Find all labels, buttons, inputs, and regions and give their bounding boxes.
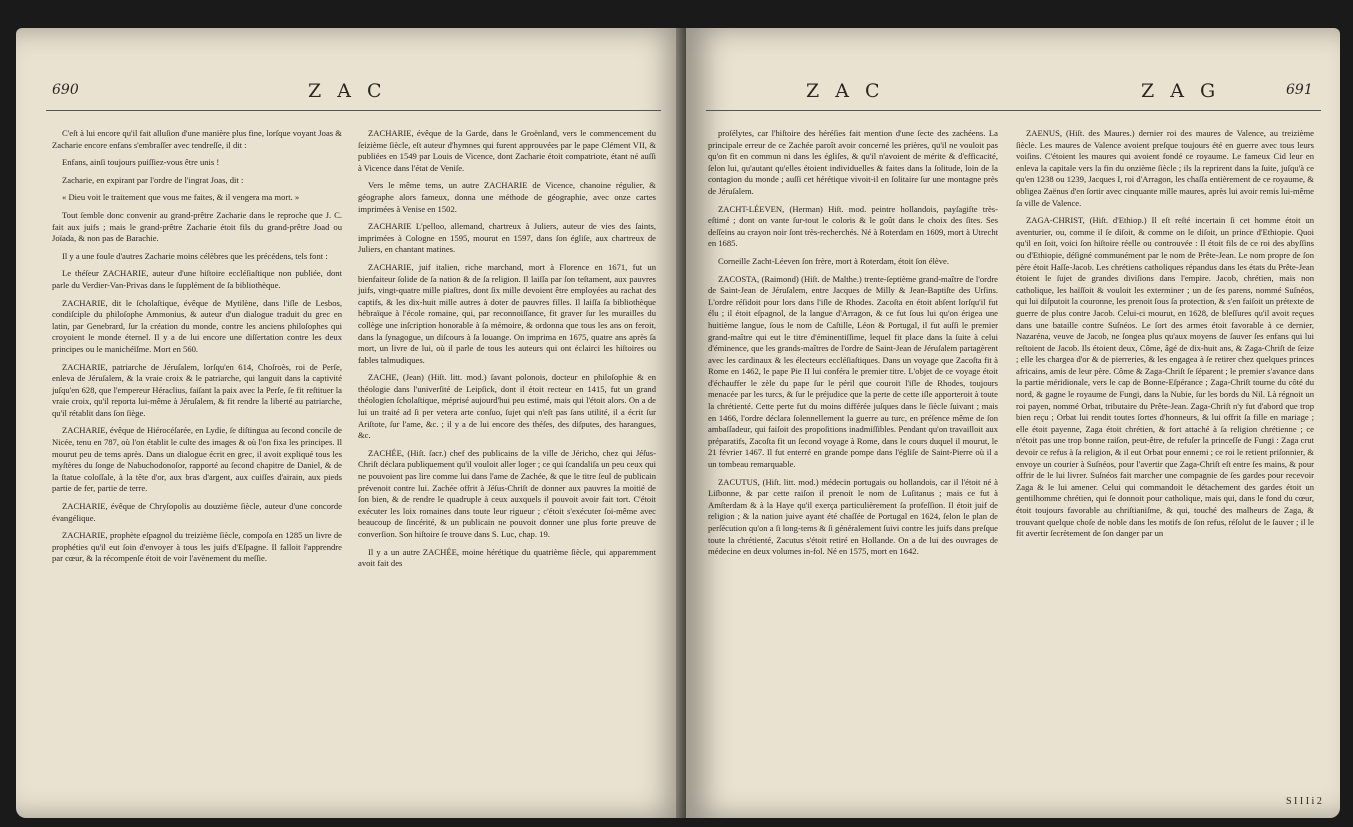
paragraph: ZACHARIE, prophète eſpagnol du treizième ſiècle, compoſa en 1285 un livre de prophéties qu'il eut ſoin d'envoyer à tous les juifs d'Eſpagne. Il falloit l'apprendre par cœur, & la récompenſe étoit de voir l'avènement du meſſie.	[52, 530, 342, 564]
paragraph: Il y a un autre ZACHÉE, moine hérétique du quatrième ſiècle, qui apparemment avoit fait des	[358, 546, 656, 569]
paragraph: proſélytes, car l'hiſtoire des héréſies fait mention d'une ſecte des zachéens. La principale erreur de ce Zachée paroît avoir concerné les prières, qu'il ne vouloit pas qu'on fit en commun ni dans les égliſes, & qu'il n'avoient de mérite & d'efficacité, ſelon lui, qu'autant qu'elles étoient individuelles & faites dans la ſolitude, loin de la contagion du monde ; auſſi cet hérétique vivoit-il en ſolitaire ſur une montagne près de Jéruſalem.	[708, 128, 998, 196]
left-column-2	[358, 128, 656, 576]
paragraph: « Dieu voit le traitement que vous me faites, & il vengera ma mort. »	[62, 192, 300, 203]
running-header: Z A C	[806, 80, 885, 102]
left-page	[16, 28, 686, 818]
paragraph: ZACUTUS, (Hiſt. litt. mod.) médecin portugais ou hollandois, car il l'étoit né à Liſbonne, & par cette raiſon il prenoit le nom de Luſitanus ; mais ce fut à Amſterdam & à la Haye qu'il exerça particulièrement ſa profeſſion. Il étoit juif de religion ; & la nation juive ayant été chaſſée de Portugal en 1624, ſelon le plan de perſécution qu'on a ſi long-tems & ſi généralement ſuivi contre les juifs dans preſque toute la chrétienté, Zacutus s'étoit retiré en Hollande. On a de lui des ouvrages de médecine en deux volumes in-fol. Né en 1575, mort en 1642.	[708, 476, 998, 557]
paragraph: ZACHARIE, évêque de Chryſopolis au douzième ſiècle, auteur d'une concorde évangélique.	[52, 501, 342, 523]
paragraph: ZACOSTA, (Raimond) (Hiſt. de Malthe.) trente-ſeptième grand-maître de l'ordre de Saint-Jean de Jéruſalem, entre Jacques de Milly & Jean-Baptiſte des Urſins. L'ordre réſidoit pour lors dans l'iſle de Rhodes. Zacoſta en étoit abſent lorſqu'il fut élu ; il étoit eſpagnol, de la langue d'Arragon, & ce fut ſous lui qu'on érigea une huitième langue, ſous le nom de Caſtille, Léon & Portugal, il fut auſſi le premier grand-maître qui eut le titre d'éminentiſſime, lequel fit place dans la ſuite à celui d'éminence, que les grands-maîtres de l'ordre de Saint-Jean de Jéruſalem partagèrent avec les cardinaux & les électeurs eccléſiaſtiques. Dans un voyage que Zacoſta fit à Rome en 1462, le pape Pie II lui conféra le premier titre. L'objet de ce voyage étoit d'échauffer le zèle du pape ſur le péril que couroit l'iſle de Rhodes, toujours menacée par les turcs, & ſur le préjudice que la perte de cette iſle apporteroit à toute la chrétienté. Cette perte fut du moins différée juſques dans le ſiècle ſuivant ; mais en 1466, l'ordre déclara ſolennellement la guerre au turc, en préſence même de ſon ambaſſadeur, qui faiſoit des propoſitions inadmiſſibles. Pendant qu'on travailloit aux préparatifs, Zacoſta fit un ſecond voyage à Rome, dans le cours duquel il mourut, le 21 février 1467. Il fut enterré en grande pompe dans l'égliſe de Saint-Pierre où il a un tombeau remarquable.	[708, 273, 998, 470]
running-header: Z A C	[308, 80, 387, 102]
paragraph: Tout ſemble donc convenir au grand-prêtre Zacharie dans le reproche que J. C. fait aux juifs ; mais le grand-prêtre Zacharie étoit fils du grand-prêtre Joad ou Joïada, & non pas de Barachie.	[52, 209, 342, 244]
paragraph: ZAENUS, (Hiſt. des Maures.) dernier roi des maures de Valence, au treizième ſiècle. Les maures de Valence avoient preſque toujours été en guerre avec tous leurs voiſins. C'étoient les maures qui avoient fondé ce royaume. Le fameux Cid leur en enleva la capitale vers la fin du onzième ſiècle ; ils la reprirent dans la ſuite, juſqu'à ce qu'en 1238 ou 1239, Jacques I, roi d'Arragon, les chaſſa entièrement de ce royaume, & obligea Zaënus d'en ſortir avec cinquante mille maures, après lui avoir remis lui-même ſa ville de Valence.	[1016, 128, 1314, 208]
paragraph: Enfans, ainſi toujours puiſſiez-vous être unis !	[62, 157, 220, 168]
paragraph: Zacharie, en expirant par l'ordre de l'ingrat Joas, dit :	[62, 174, 244, 185]
header-rule	[706, 110, 1321, 111]
paragraph: Vers le même tems, un autre ZACHARIE de Vicence, chanoine régulier, & géographe alors fameux, donna une méthode de géographie, avec onze cartes imprimées à Venise en 1502.	[358, 180, 656, 214]
left-column-1	[52, 128, 342, 571]
signature-mark: S I I I i 2	[1286, 796, 1322, 807]
paragraph: ZACHARIE, patriarche de Jéruſalem, lorſqu'en 614, Choſroès, roi de Perſe, enleva de Jéruſalem, & la vraie croix & le patriarche, qui languit dans la captivité juſqu'en 628, que l'empereur Héraclius, faiſant la paix avec la Perſe, ſe fit reſtituer la vraie croix, qu'il reporta lui-même à Jéruſalem, & fit rendre la liberté au patriarche, qu'il rétablit dans ſon ſiège.	[52, 361, 342, 418]
paragraph: C'eſt à lui encore qu'il fait alluſion d'une manière plus fine, lorſque voyant Joas & Zacharie encore enfans s'embraſſer avec tendreſſe, il dit :	[52, 128, 342, 150]
right-page	[686, 28, 1340, 818]
paragraph: ZAGA-CHRIST, (Hiſt. d'Ethiop.) Il eſt reſté incertain ſi cet homme étoit un aventurier, ou, comme il ſe diſoit, & comme on le diſoit, un prince d'Ethiopie. Quoi qu'il en ſoit, voici ſon hiſtoire réelle ou controuvée : Il étoit fils de ce roi des abyſſins ou d'Ethiopie, déſigné communément par le nom de Prête-Jean. Le nom propre de ſon père étoit Haſſe-Jacob. Les chrétiens catholiques répandus dans les états du Prête-Jean étoient le ſujet de grandes diviſions dans l'empire. Jacob, chrétien, mais non catholique, les haïſſoit & vouloit les exterminer ; un de ſes parens, nommé Suſnéos, qui lui diſputoit la couronne, les prenoit ſous ſa protection, & s'en faiſoit un prétexte de guerre de plus contre Jacob. Celui-ci mourut, en 1628, de bleſſures qu'il avoit reçues dans une bataille contre Suſnéos. Le ſort des armes étoit favorable à ce dernier, Nazaréna, veuve de Jacob, ne ſongea plus qu'aux moyens de ſauver ſes enfans qui lui reſtoient de Jacob. Ils étoient deux, Côme, âgé de dix-huit ans, & Zaga-Chriſt de ſeize ; elle les chargea d'or & de pierreries, & les engagea à ſe retirer chez quelques princes africains, amis de leur père. Côme & Zaga-Chriſt ſe ſéparent ; le premier s'avance dans la partie méridionale, vers le cap de Bonne-Eſpérance ; Zaga-Chriſt tourne du côté du nord, & gagne le royaume de Fungi, dans la Nubie, ſur les bords du Nil. Là régnoit un roi payen, nommé Orbat, tributaire du Prête-Jean. Zaga-Chriſt n'y fut d'abord que trop bien reçu ; Orbat lui rendit toutes ſortes d'honneurs, & lui offrit ſa fille en mariage ; elle étoit payenne, Zaga étoit chrétien, & fort attaché à ſa religion chrétienne ; ce n'étoit pas une trop bonne raiſon, peut-être, de refuſer la princeſſe de Fungi : Zaga crut devoir ce refus à ſa religion, & il eut Orbat pour ennemi ; ce roi le retient priſonnier, & envoye un courier à Suſnéos, pour l'avertir que Zaga-Chriſt eſt entre ſes mains, & pour offrir de le lui livrer. Suſnéos fait marcher une compagnie de ſes gardes pour recevoir Zaga & le lui amener. Celui qui commandoit le détachement des gardes étoit un gentilhomme chrétien, qui ſe donnoit pour catholique, mais qui, dans le fond du cœur, étoit toujours favorable au chriſtianiſme, & qui, touché des malheurs de Zaga, & trouvant quelque choſe de noble dans les motifs de ſon refus, réſolut de le ſauver ; il le fit avertir ſecrètement de ſon danger par un	[1016, 215, 1314, 539]
right-column-2	[1016, 128, 1314, 546]
paragraph: ZACHARIE, évêque de la Garde, dans le Groënland, vers le commencement du ſeizième ſiècle, eſt auteur d'hymnes qui furent approuvées par le pape Clément VII, & publiées en 1549 par Louis de Vicence, dont Zacharie étoit compatriote, étant né auſſi à Vicence dans l'état de Veniſe.	[358, 128, 656, 173]
paragraph: Il y a une foule d'autres Zacharie moins célèbres que les précédens, tels font :	[62, 250, 328, 261]
right-column-1	[708, 128, 998, 564]
paragraph: ZACHARIE L'pelloo, allemand, chartreux à Juliers, auteur de vies des ſaints, imprimées à Cologne en 1595, mourut en 1597, dans ſon égliſe, aux chartreux de Juliers, en chantant matines.	[358, 221, 656, 255]
paragraph: ZACHARIE, évêque de Hiérocéſarée, en Lydie, ſe diſtingua au ſecond concile de Nicée, tenu en 787, où l'on établit le culte des images & où l'on fixa les principes. Il mourut peu de tems après. Dans un dialogue écrit en grec, il avoit expliqué tous les myſtères du ſonge de Nabuchodonoſor, rapporté au ſecond chapitre de Daniel, & de la ſtatue coloſſale, à la tête d'or, aux bras d'argent, aux cuiſſes d'airain, aux pieds partie de fer, partie de terre.	[52, 425, 342, 494]
paragraph: Le théſeur ZACHARIE, auteur d'une hiſtoire eccléſiaſtique non publiée, dont parle du Verdier-Van-Privas dans le ſupplément de ſa bibliothèque.	[52, 268, 342, 290]
paragraph: ZACHARIE, juif italien, riche marchand, mort à Florence en 1671, fut un bienfaiteur ſolide de ſa nation & de ſa religion. Il laiſſa par ſon teſtament, aux pauvres juifs, vingt-quatre mille piaſtres, dont ſix mille devoient être employées au rachat des captifs, & les dix-huit mille autres à doter de pauvres filles. Il laiſſa ſa bibliothèque hébraïque à l'école romaine, qui, par reconnoiſſance, fit graver ſur les murailles du collège une inſcription honorable à ſa mémoire, & ordonna que tous les ans on feroit, dans la ſynagogue, un diſcours à ſa louange. On imprima en 1675, quatre ans après ſa mort, un livre de lui, où il parle de tous les auteurs qui ont éclairci les hiſtoires ou fables talmudiques.	[358, 261, 656, 365]
paragraph: ZACHÉE, (Hiſt. ſacr.) chef des publicains de la ville de Jéricho, chez qui Jéſus-Chriſt déclara publiquement qu'il vouloit aller loger ; ce qui ſcandaliſa un peu ceux qui ne pouvoient pas lire comme lui dans l'ame de Zachée, & que le titre ſeul de publicain prévenoit contre lui. Zachée offrit à Jéſus-Chriſt de donner aux pauvres la moitié de ſon bien, & de rendre le quadruple à ceux auxquels il pouvoit avoir fait tort. C'étoit exécuter les loix romaines dans toute leur rigueur ; c'étoit s'exécuter ſoi-même avec beaucoup de ſincérité, & un publicain ne pouvoit donner une plus forte preuve de converſion. Son hiſtoire ſe trouve dans S. Luc, chap. 19.	[358, 447, 656, 539]
paragraph: ZACHARIE, dit le ſcholaſtique, évêque de Mytilène, dans l'iſle de Lesbos, condiſciple du philoſophe Ammonius, & auteur d'un dialogue traduit du grec en latin, par Genebrard, ſur la création du monde, contre les anciens philoſophes qui croyoient le monde éternel. Il y a de lui encore une diſſertation contre les deux principes ou le manichéïſme. Mort en 560.	[52, 297, 342, 354]
paragraph: Corneille Zacht-Léeven ſon frère, mort à Roterdam, étoit ſon élève.	[718, 255, 949, 266]
paragraph: ZACHE, (Jean) (Hiſt. litt. mod.) ſavant polonois, docteur en philoſophie & en théologie dans l'univerſité de Leipſick, dont il étoit recteur en 1415, fut un grand théologien ſcholaſtique, méprisé aujourd'hui peu estimé, mais qui l'étoit alors. On a de lui un traité ad ſi per vetera arte conſuo, ſujet qui n'eſt pas ſans utilité, il a écrit ſur Ariſtote, ſur l'ame, &c. ; il y a de lui encore des théſes, des diſputes, des harangues, &c.	[358, 372, 656, 441]
header-rule	[46, 110, 661, 111]
page-number: 691	[1286, 82, 1313, 98]
running-header: Z A G	[1141, 80, 1221, 102]
paragraph: ZACHT-LÉEVEN, (Herman) Hiſt. mod. peintre hollandois, payſagiſte très-eſtimé ; dont on vante ſur-tout le coloris & le goût dans le choix des ſites. Ses deſſeins au crayon noir ſont très-recherchés. Né à Roterdam en 1609, mort à Utrecht en 1685.	[708, 203, 998, 249]
page-number: 690	[52, 82, 79, 98]
